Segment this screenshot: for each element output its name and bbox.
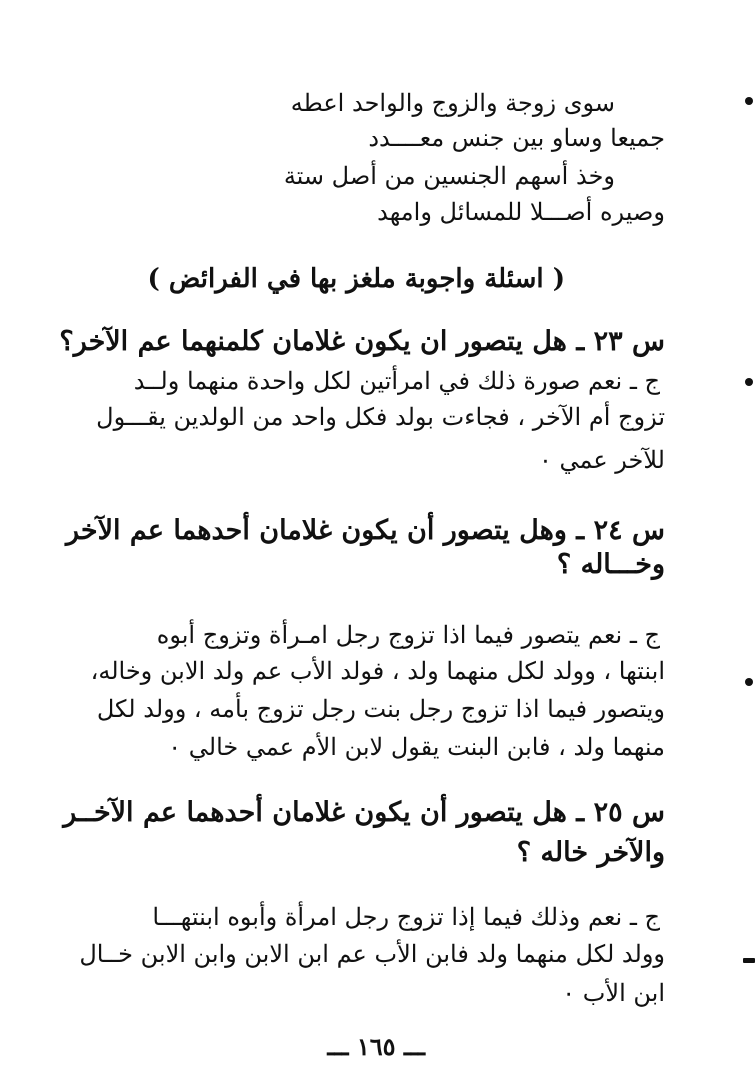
scan-mark xyxy=(745,678,753,686)
question-24-line: س ٢٤ ـ وهل يتصور أن يكون غلامان أحدهما عم الآخر xyxy=(66,515,665,546)
poem-line: جميعا وساو بين جنس معــــدد xyxy=(368,124,665,152)
answer-24-line: ج ـ نعم يتصور فيما اذا تزوج رجل امـرأة وتزوج أبوه xyxy=(156,621,660,649)
scan-mark xyxy=(745,378,753,386)
answer-23-line: للآخر عمي ٠ xyxy=(538,446,665,474)
answer-25-line: ابن الأب ٠ xyxy=(562,979,665,1007)
answer-24-line: منهما ولد ، فابن البنت يقول لابن الأم عمي خالي ٠ xyxy=(168,733,665,761)
answer-23-line: تزوج أم الآخر ، فجاءت بولد فكل واحد من الولدين يقـــول xyxy=(96,403,665,431)
page-number: ـــ ١٦٥ ـــ xyxy=(327,1032,425,1061)
question-23: س ٢٣ ـ هل يتصور ان يكون غلامان كلمنهما عم الآخر؟ xyxy=(59,326,665,357)
answer-24-line: ابنتها ، وولد لكل منهما ولد ، فولد الأب عم ولد الابن وخاله، xyxy=(90,657,665,685)
question-25-line: والآخر خاله ؟ xyxy=(516,837,665,868)
scan-mark xyxy=(743,958,755,963)
poem-line: وخذ أسهم الجنسين من أصل ستة xyxy=(283,162,615,190)
question-25-line: س ٢٥ ـ هل يتصور أن يكون غلامان أحدهما عم الآخــر xyxy=(63,797,665,828)
question-24-line: وخـــاله ؟ xyxy=(556,549,665,580)
poem-line: وصيره أصـــلا للمسائل وامهد xyxy=(377,198,665,226)
answer-24-line: ويتصور فيما اذا تزوج رجل بنت رجل تزوج بأمه ، وولد لكل xyxy=(96,695,665,723)
section-heading: ( اسئلة واجوبة ملغز بها في الفرائض ) xyxy=(147,264,565,294)
answer-25-line: ج ـ نعم وذلك فيما إذا تزوج رجل امرأة وأبوه ابنتهـــا xyxy=(152,903,660,931)
answer-25-line: وولد لكل منهما ولد فابن الأب عم ابن الابن وابن الابن خــال xyxy=(79,940,665,968)
scan-mark xyxy=(745,97,753,105)
answer-23-line: ج ـ نعم صورة ذلك في امرأتين لكل واحدة منهما ولــد xyxy=(133,367,660,395)
poem-line: سوى زوجة والزوج والواحد اعطه xyxy=(290,89,615,117)
